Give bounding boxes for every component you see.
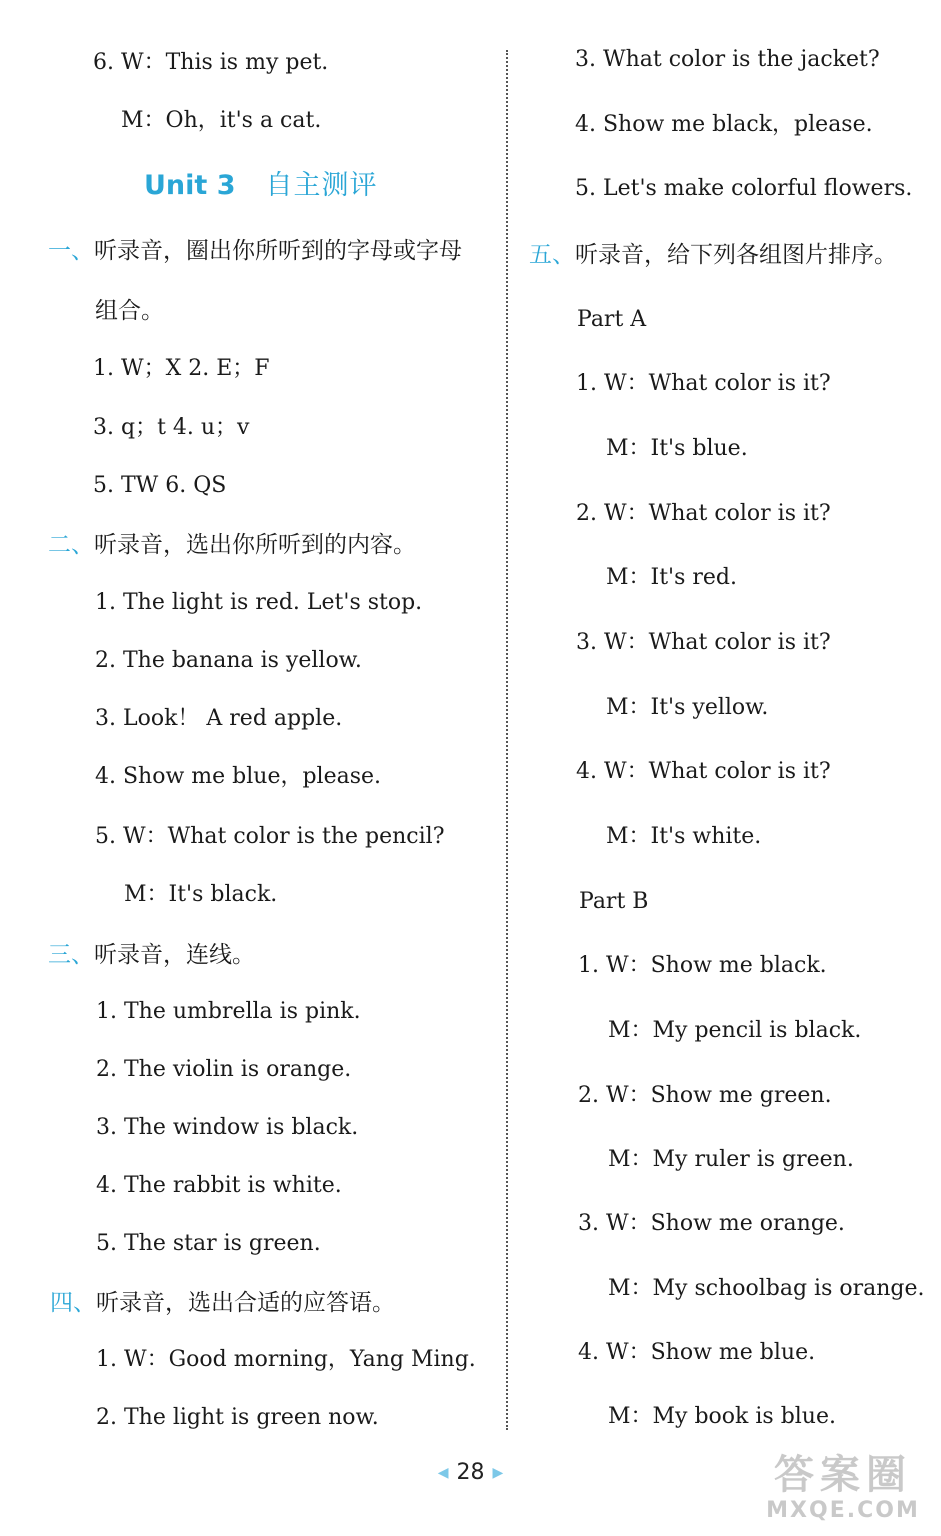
unit-title-number: Unit 3 (144, 170, 236, 201)
left-line-6: 3. q；t 4. u；v (93, 415, 250, 440)
left-line-16: 1. The umbrella is pink. (96, 999, 361, 1024)
section-3-number: 三、 (48, 942, 94, 968)
section-5-number: 五、 (529, 242, 575, 268)
triangle-left-icon: ◀ (437, 1465, 449, 1481)
left-line-18: 3. The window is black. (96, 1115, 359, 1140)
right-line-20: M：My schoolbag is orange. (608, 1276, 925, 1301)
left-line-2: M：Oh，it's a cat. (121, 108, 322, 133)
right-line-6: 1. W：What color is it? (576, 371, 831, 396)
watermark-line-1: 答案圈 (774, 1452, 912, 1498)
right-line-11: M：It's yellow. (606, 695, 769, 720)
left-line-7: 5. TW 6. QS (93, 473, 227, 498)
left-line-17: 2. The violin is orange. (96, 1057, 352, 1082)
left-line-12: 4. Show me blue，please. (95, 764, 382, 789)
right-line-15: 1. W：Show me black. (578, 953, 827, 978)
section-2-heading (48, 530, 416, 560)
left-line-10: 2. The banana is yellow. (95, 648, 362, 673)
left-line-5: 1. W；X 2. E；F (93, 356, 270, 381)
unit-title (144, 168, 378, 204)
left-line-11: 3. Look！ A red apple. (95, 706, 343, 731)
right-line-13: M：It's white. (606, 824, 762, 849)
right-line-7: M：It's blue. (606, 436, 748, 461)
left-line-14: M：It's black. (124, 882, 278, 907)
right-line-1: 3. What color is the jacket? (575, 47, 880, 72)
left-line-20: 5. The star is green. (96, 1231, 321, 1256)
part-b-label: Part B (579, 889, 649, 914)
section-3-heading (48, 940, 255, 970)
part-a-label: Part A (577, 307, 647, 332)
watermark-line-2: MXQE.COM (766, 1498, 920, 1523)
right-line-19: 3. W：Show me orange. (578, 1211, 845, 1236)
right-line-9: M：It's red. (606, 565, 738, 590)
section-2-number: 二、 (48, 532, 94, 558)
right-line-18: M：My ruler is green. (608, 1147, 854, 1172)
left-line-9: 1. The light is red. Let's stop. (95, 590, 423, 615)
left-line-23: 2. The light is green now. (96, 1405, 379, 1430)
section-1-number: 一、 (48, 238, 94, 264)
section-4-text: 听录音，选出合适的应答语。 (96, 1290, 395, 1316)
section-3-text: 听录音，连线。 (94, 942, 255, 968)
watermark-logo (753, 1452, 933, 1532)
section-4-number: 四、 (50, 1290, 96, 1316)
section-1-text: 听录音，圈出你所听到的字母或字母 (94, 238, 462, 264)
page-number: 28 (456, 1460, 485, 1485)
left-line-19: 4. The rabbit is white. (96, 1173, 342, 1198)
column-divider (506, 50, 508, 1430)
right-line-2: 4. Show me black，please. (575, 112, 873, 137)
right-line-12: 4. W：What color is it? (576, 759, 831, 784)
section-2-text: 听录音，选出你所听到的内容。 (94, 532, 416, 558)
section-5-heading (529, 240, 897, 270)
left-line-1: 6. W：This is my pet. (93, 50, 329, 75)
section-5-text: 听录音，给下列各组图片排序。 (575, 242, 897, 268)
section-1-heading (48, 236, 462, 266)
triangle-right-icon: ▶ (492, 1465, 504, 1481)
left-line-13: 5. W：What color is the pencil? (95, 824, 445, 849)
right-line-16: M：My pencil is black. (608, 1018, 862, 1043)
section-1-continuation: 组合。 (95, 298, 164, 324)
right-line-21: 4. W：Show me blue. (578, 1340, 816, 1365)
right-line-8: 2. W：What color is it? (576, 501, 831, 526)
section-4-heading (50, 1288, 395, 1318)
right-line-22: M：My book is blue. (608, 1404, 836, 1429)
left-line-22: 1. W：Good morning，Yang Ming. (96, 1347, 476, 1372)
unit-title-subtitle: 自主测评 (265, 170, 378, 201)
right-line-10: 3. W：What color is it? (576, 630, 831, 655)
right-line-17: 2. W：Show me green. (578, 1083, 832, 1108)
right-line-3: 5. Let's make colorful flowers. (575, 176, 913, 201)
